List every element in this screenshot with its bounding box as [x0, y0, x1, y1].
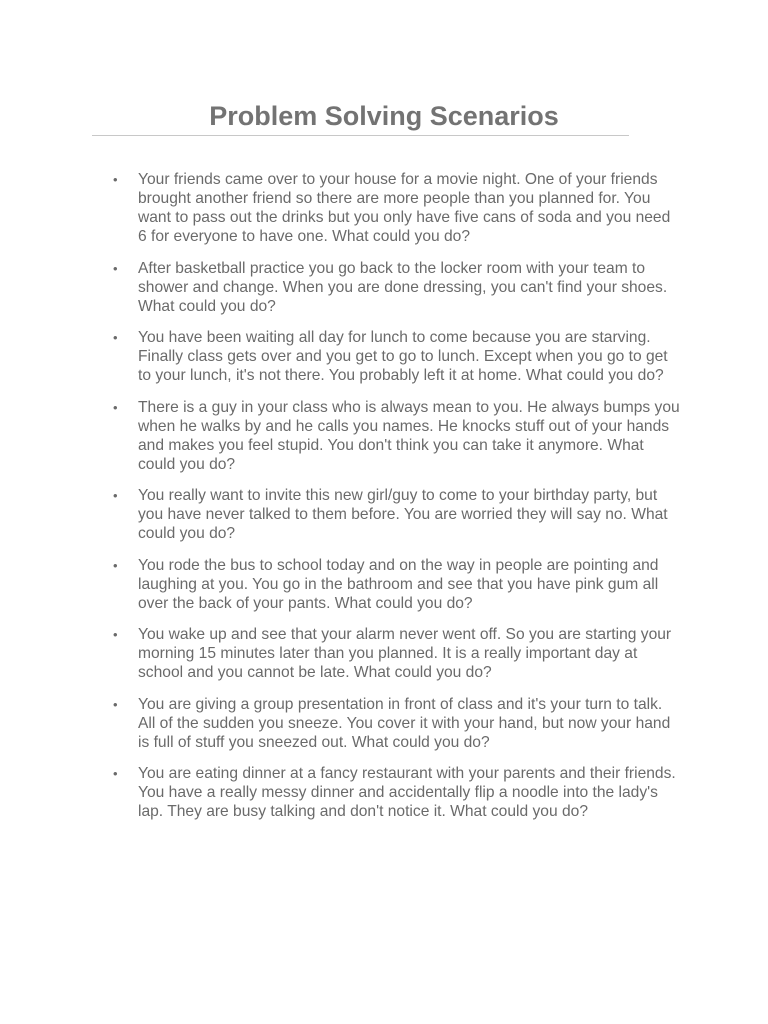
- bullet-icon: •: [113, 557, 118, 573]
- scenario-text: You wake up and see that your alarm never went off. So you are starting your morning 15 minutes later than you planned. It is a really important day at school and you cannot be late. What could you do?: [138, 626, 672, 681]
- list-item: [112, 328, 682, 385]
- bullet-icon: •: [113, 260, 118, 276]
- page-title: Problem Solving Scenarios: [209, 101, 559, 131]
- scenario-text: You really want to invite this new girl/guy to come to your birthday party, but you have never talked to them before. You are worried they will say no. What could you do?: [138, 487, 668, 542]
- scenario-text: After basketball practice you go back to the locker room with your team to shower and change. When you are done dressing, you can't find your shoes. What could you do?: [138, 259, 668, 315]
- list-item: [112, 486, 682, 543]
- bullet-icon: •: [113, 696, 118, 712]
- list-item: [112, 170, 682, 246]
- bullet-icon: •: [113, 627, 118, 642]
- scenario-text: You rode the bus to school today and on the way in people are pointing and laughing at you. You go in the bathroom and see that you have pink gum all over the back of your pants. What could you do?: [138, 556, 659, 612]
- scenario-text: You have been waiting all day for lunch to come because you are starving. Finally class gets over and you get to go to lunch. Except when you go to get to your lunch, it's not there. You probably left it at home. What could you do?: [138, 329, 668, 384]
- list-item: [112, 398, 682, 474]
- list-item: [112, 764, 682, 821]
- bullet-icon: •: [113, 330, 118, 345]
- scenario-text: There is a guy in your class who is always mean to you. He always bumps you when he walks by and he calls you names. He knocks stuff out of your hands and makes you feel stupid. You don't think you can take it anymore. What could you do?: [138, 398, 680, 473]
- scenario-text: You are eating dinner at a fancy restaurant with your parents and their friends. You have a really messy dinner and accidentally flip a noodle into the lady's lap. They are busy talking and don't notice it. What could you do?: [138, 765, 676, 820]
- bullet-icon: •: [113, 172, 118, 187]
- bullet-icon: •: [113, 488, 118, 503]
- scenario-list: [112, 170, 682, 834]
- title-divider: [92, 135, 629, 136]
- list-item: [112, 625, 682, 682]
- scenario-text: You are giving a group presentation in front of class and it's your turn to talk. All of the sudden you sneeze. You cover it with your hand, but now your hand is full of stuff you sneezed out. What could you do?: [138, 695, 671, 751]
- scenario-text: Your friends came over to your house for a movie night. One of your friends brought another friend so there are more people than you planned for. You want to pass out the drinks but you only have five cans of soda and you need 6 for everyone to have one. What could you do?: [138, 171, 671, 245]
- bullet-icon: •: [113, 766, 118, 781]
- list-item: [112, 259, 682, 316]
- bullet-icon: •: [113, 399, 118, 415]
- list-item: [112, 556, 682, 613]
- list-item: [112, 695, 682, 752]
